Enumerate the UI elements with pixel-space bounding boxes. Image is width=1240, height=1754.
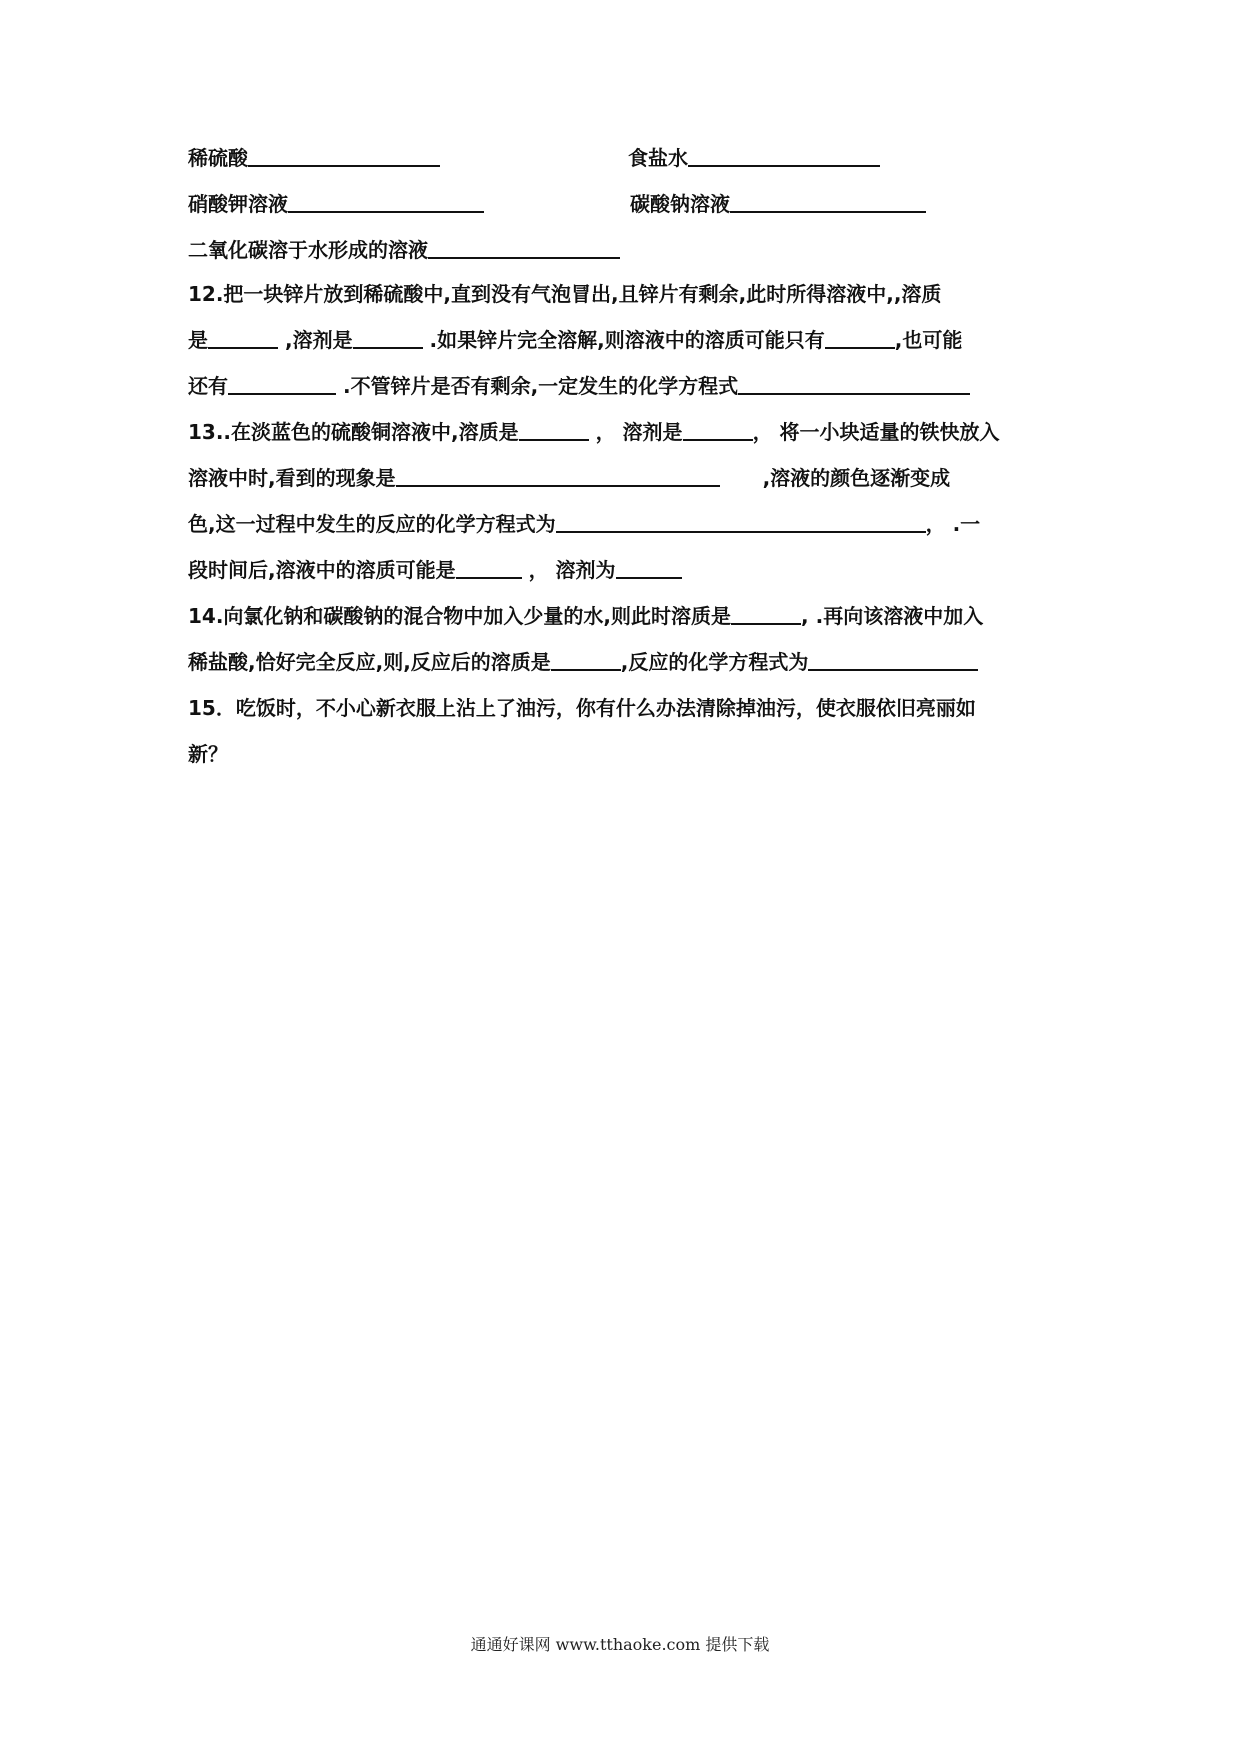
q12-blank-also[interactable] <box>228 367 336 395</box>
blank-salt-water[interactable] <box>688 139 880 167</box>
q13-text-3b: ， .一 <box>925 512 981 536</box>
label-sodium-carbonate-solution: 碳酸钠溶液 <box>630 192 730 216</box>
q12-text-3b: .不管锌片是否有剩余,一定发生的化学方程式 <box>342 374 739 398</box>
q12-line-3 <box>188 364 1058 408</box>
q13-text-4a: 段时间后,溶液中的溶质可能是 <box>188 558 456 582</box>
col2-sodium-carbonate <box>630 182 926 226</box>
q13-blank-phenomenon[interactable] <box>396 459 720 487</box>
q13-text-3a: 色,这一过程中发生的反应的化学方程式为 <box>188 512 556 536</box>
row-sulfuric-salt <box>188 136 1058 180</box>
label-potassium-nitrate-solution: 硝酸钾溶液 <box>188 192 288 216</box>
q13-line-2 <box>188 456 1058 500</box>
q12-text-2a: 是 <box>188 328 208 352</box>
q14-blank-equation[interactable] <box>808 643 978 671</box>
q14-line-1 <box>188 594 1058 638</box>
blank-dilute-sulfuric-acid[interactable] <box>248 139 440 167</box>
label-co2-solution: 二氧化碳溶于水形成的溶液 <box>188 238 428 262</box>
blank-co2-solution[interactable] <box>428 231 620 259</box>
col2-salt-water <box>628 136 880 180</box>
q13-text-1c: ， 将一小块适量的铁快放入 <box>752 420 1000 444</box>
q12-blank-equation[interactable] <box>738 367 970 395</box>
q14-text-2b: ,反应的化学方程式为 <box>620 650 809 674</box>
q13-blank-equation[interactable] <box>556 505 926 533</box>
q13-blank-solute[interactable] <box>519 413 589 441</box>
q13-blank-solvent[interactable] <box>683 413 753 441</box>
q12-line-1 <box>188 272 1058 316</box>
q12-blank-solute-only[interactable] <box>825 321 895 349</box>
q13-blank-solute-later[interactable] <box>456 551 522 579</box>
q12-blank-solute[interactable] <box>208 321 278 349</box>
q13-text-2a: 溶液中时,看到的现象是 <box>188 466 396 490</box>
q15-text-1: 15．吃饭时，不小心新衣服上沾上了油污，你有什么办法清除掉油污，使衣服依旧亮丽如 <box>188 696 976 720</box>
row-co2-solution <box>188 228 1058 272</box>
q14-line-2 <box>188 640 1058 684</box>
q12-text-3a: 还有 <box>188 374 228 398</box>
q13-line-1 <box>188 410 1058 454</box>
q13-line-3 <box>188 502 1058 546</box>
q15-line-2 <box>188 732 1058 776</box>
q15-line-1 <box>188 686 1058 730</box>
q15-text-2: 新？ <box>188 742 228 766</box>
q14-text-1b: , .再向该溶液中加入 <box>801 604 984 628</box>
label-salt-water: 食盐水 <box>628 146 688 170</box>
blank-potassium-nitrate-solution[interactable] <box>288 185 484 213</box>
q13-text-2b: ,溶液的颜色逐渐变成 <box>762 466 951 490</box>
q14-text-1a: 14.向氯化钠和碳酸钠的混合物中加入少量的水,则此时溶质是 <box>188 604 732 628</box>
row-nitrate-carbonate <box>188 182 1058 226</box>
q12-text-1: 12.把一块锌片放到稀硫酸中,直到没有气泡冒出,且锌片有剩余,此时所得溶液中,,溶质 <box>188 282 942 306</box>
q13-text-4b: ， 溶剂为 <box>528 558 616 582</box>
blank-sodium-carbonate-solution[interactable] <box>730 185 926 213</box>
q14-blank-solute[interactable] <box>731 597 801 625</box>
q13-text-1a: 13..在淡蓝色的硫酸铜溶液中,溶质是 <box>188 420 519 444</box>
page-footer <box>0 1632 1240 1655</box>
q13-text-1b: ， 溶剂是 <box>595 420 683 444</box>
label-dilute-sulfuric-acid: 稀硫酸 <box>188 146 248 170</box>
q13-line-4 <box>188 548 1058 592</box>
q14-blank-solute-after[interactable] <box>551 643 621 671</box>
footer-text: 通通好课网 www.tthaoke.com 提供下载 <box>470 1635 770 1654</box>
q14-text-2a: 稀盐酸,恰好完全反应,则,反应后的溶质是 <box>188 650 551 674</box>
q13-blank-solvent-later[interactable] <box>616 551 682 579</box>
q12-text-2c: .如果锌片完全溶解,则溶液中的溶质可能只有 <box>429 328 825 352</box>
q12-text-2b: ,溶剂是 <box>284 328 353 352</box>
q12-blank-solvent[interactable] <box>353 321 423 349</box>
q12-text-2d: ,也可能 <box>894 328 963 352</box>
q12-line-2 <box>188 318 1058 362</box>
